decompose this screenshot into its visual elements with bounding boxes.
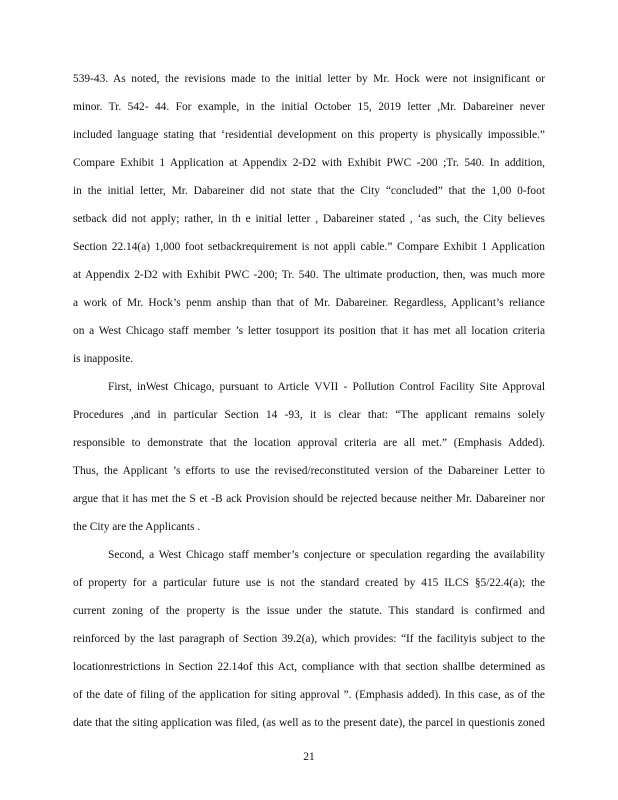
body-line: current zoning of the property is the issue under the statute. This standard is confirmed and bbox=[73, 605, 545, 617]
body-line: date that the siting application was filed, (as well as to the present date), the parcel in questionis zoned bbox=[73, 717, 545, 729]
body-line: on a West Chicago staff member ’s letter tosupport its position that it has met all location criteria bbox=[73, 325, 545, 337]
body-line: at Appendix 2-D2 with Exhibit PWC -200; Tr. 540. The ultimate production, then, was much more bbox=[73, 269, 545, 281]
body-line: is inapposite. bbox=[73, 353, 134, 365]
body-line: responsible to demonstrate that the location approval criteria are all met.” (Emphasis Added). bbox=[73, 437, 545, 449]
body-line: Procedures ,and in particular Section 14 -93, it is clear that: “The applicant remains solely bbox=[73, 409, 545, 421]
body-line: in the initial letter, Mr. Dabareiner did not state that the City “concluded” that the 1,00 0-foot bbox=[73, 185, 545, 197]
body-line: reinforced by the last paragraph of Section 39.2(a), which provides: “If the facilityis subject to the bbox=[73, 633, 545, 645]
body-line: 539-43. As noted, the revisions made to the initial letter by Mr. Hock were not insignificant or bbox=[73, 73, 545, 85]
body-line: Compare Exhibit 1 Application at Appendix 2-D2 with Exhibit PWC -200 ;Tr. 540. In addition, bbox=[73, 157, 545, 169]
body-line: locationrestrictions in Section 22.14of this Act, compliance with that section shallbe determined as bbox=[73, 661, 545, 673]
body-line: of the date of filing of the application for siting approval ”. (Emphasis added). In this case, as of the bbox=[73, 689, 545, 701]
body-line: setback did not apply; rather, in th e initial letter , Dabareiner stated , ‘as such, the City believes bbox=[73, 213, 545, 225]
paragraph-first-line: Second, a West Chicago staff member’s conjecture or speculation regarding the availability bbox=[108, 549, 545, 561]
body-line: a work of Mr. Hock’s penm anship than that of Mr. Dabareiner. Regardless, Applicant’s reliance bbox=[73, 297, 545, 309]
paragraph-first-line: First, inWest Chicago, pursuant to Article VVII - Pollution Control Facility Site Approval bbox=[108, 381, 545, 393]
page-number: 21 bbox=[303, 751, 315, 763]
body-line: Thus, the Applicant ’s efforts to use the revised/reconstituted version of the Dabareiner Letter to bbox=[73, 465, 545, 477]
body-line: the City are the Applicants . bbox=[73, 521, 201, 533]
body-line: argue that it has met the S et -B ack Provision should be rejected because neither Mr. Dabareiner nor bbox=[73, 493, 545, 505]
body-line: Section 22.14(a) 1,000 foot setbackrequirement is not appli cable.” Compare Exhibit 1 Application bbox=[73, 241, 545, 253]
body-line: included language stating that ‘residential development on this property is physically impossible.” bbox=[73, 129, 545, 141]
body-line: minor. Tr. 542- 44. For example, in the initial October 15, 2019 letter ,Mr. Dabareiner never bbox=[73, 101, 545, 113]
body-line: of property for a particular future use is not the standard created by 415 ILCS §5/22.4(a); the bbox=[73, 577, 545, 589]
